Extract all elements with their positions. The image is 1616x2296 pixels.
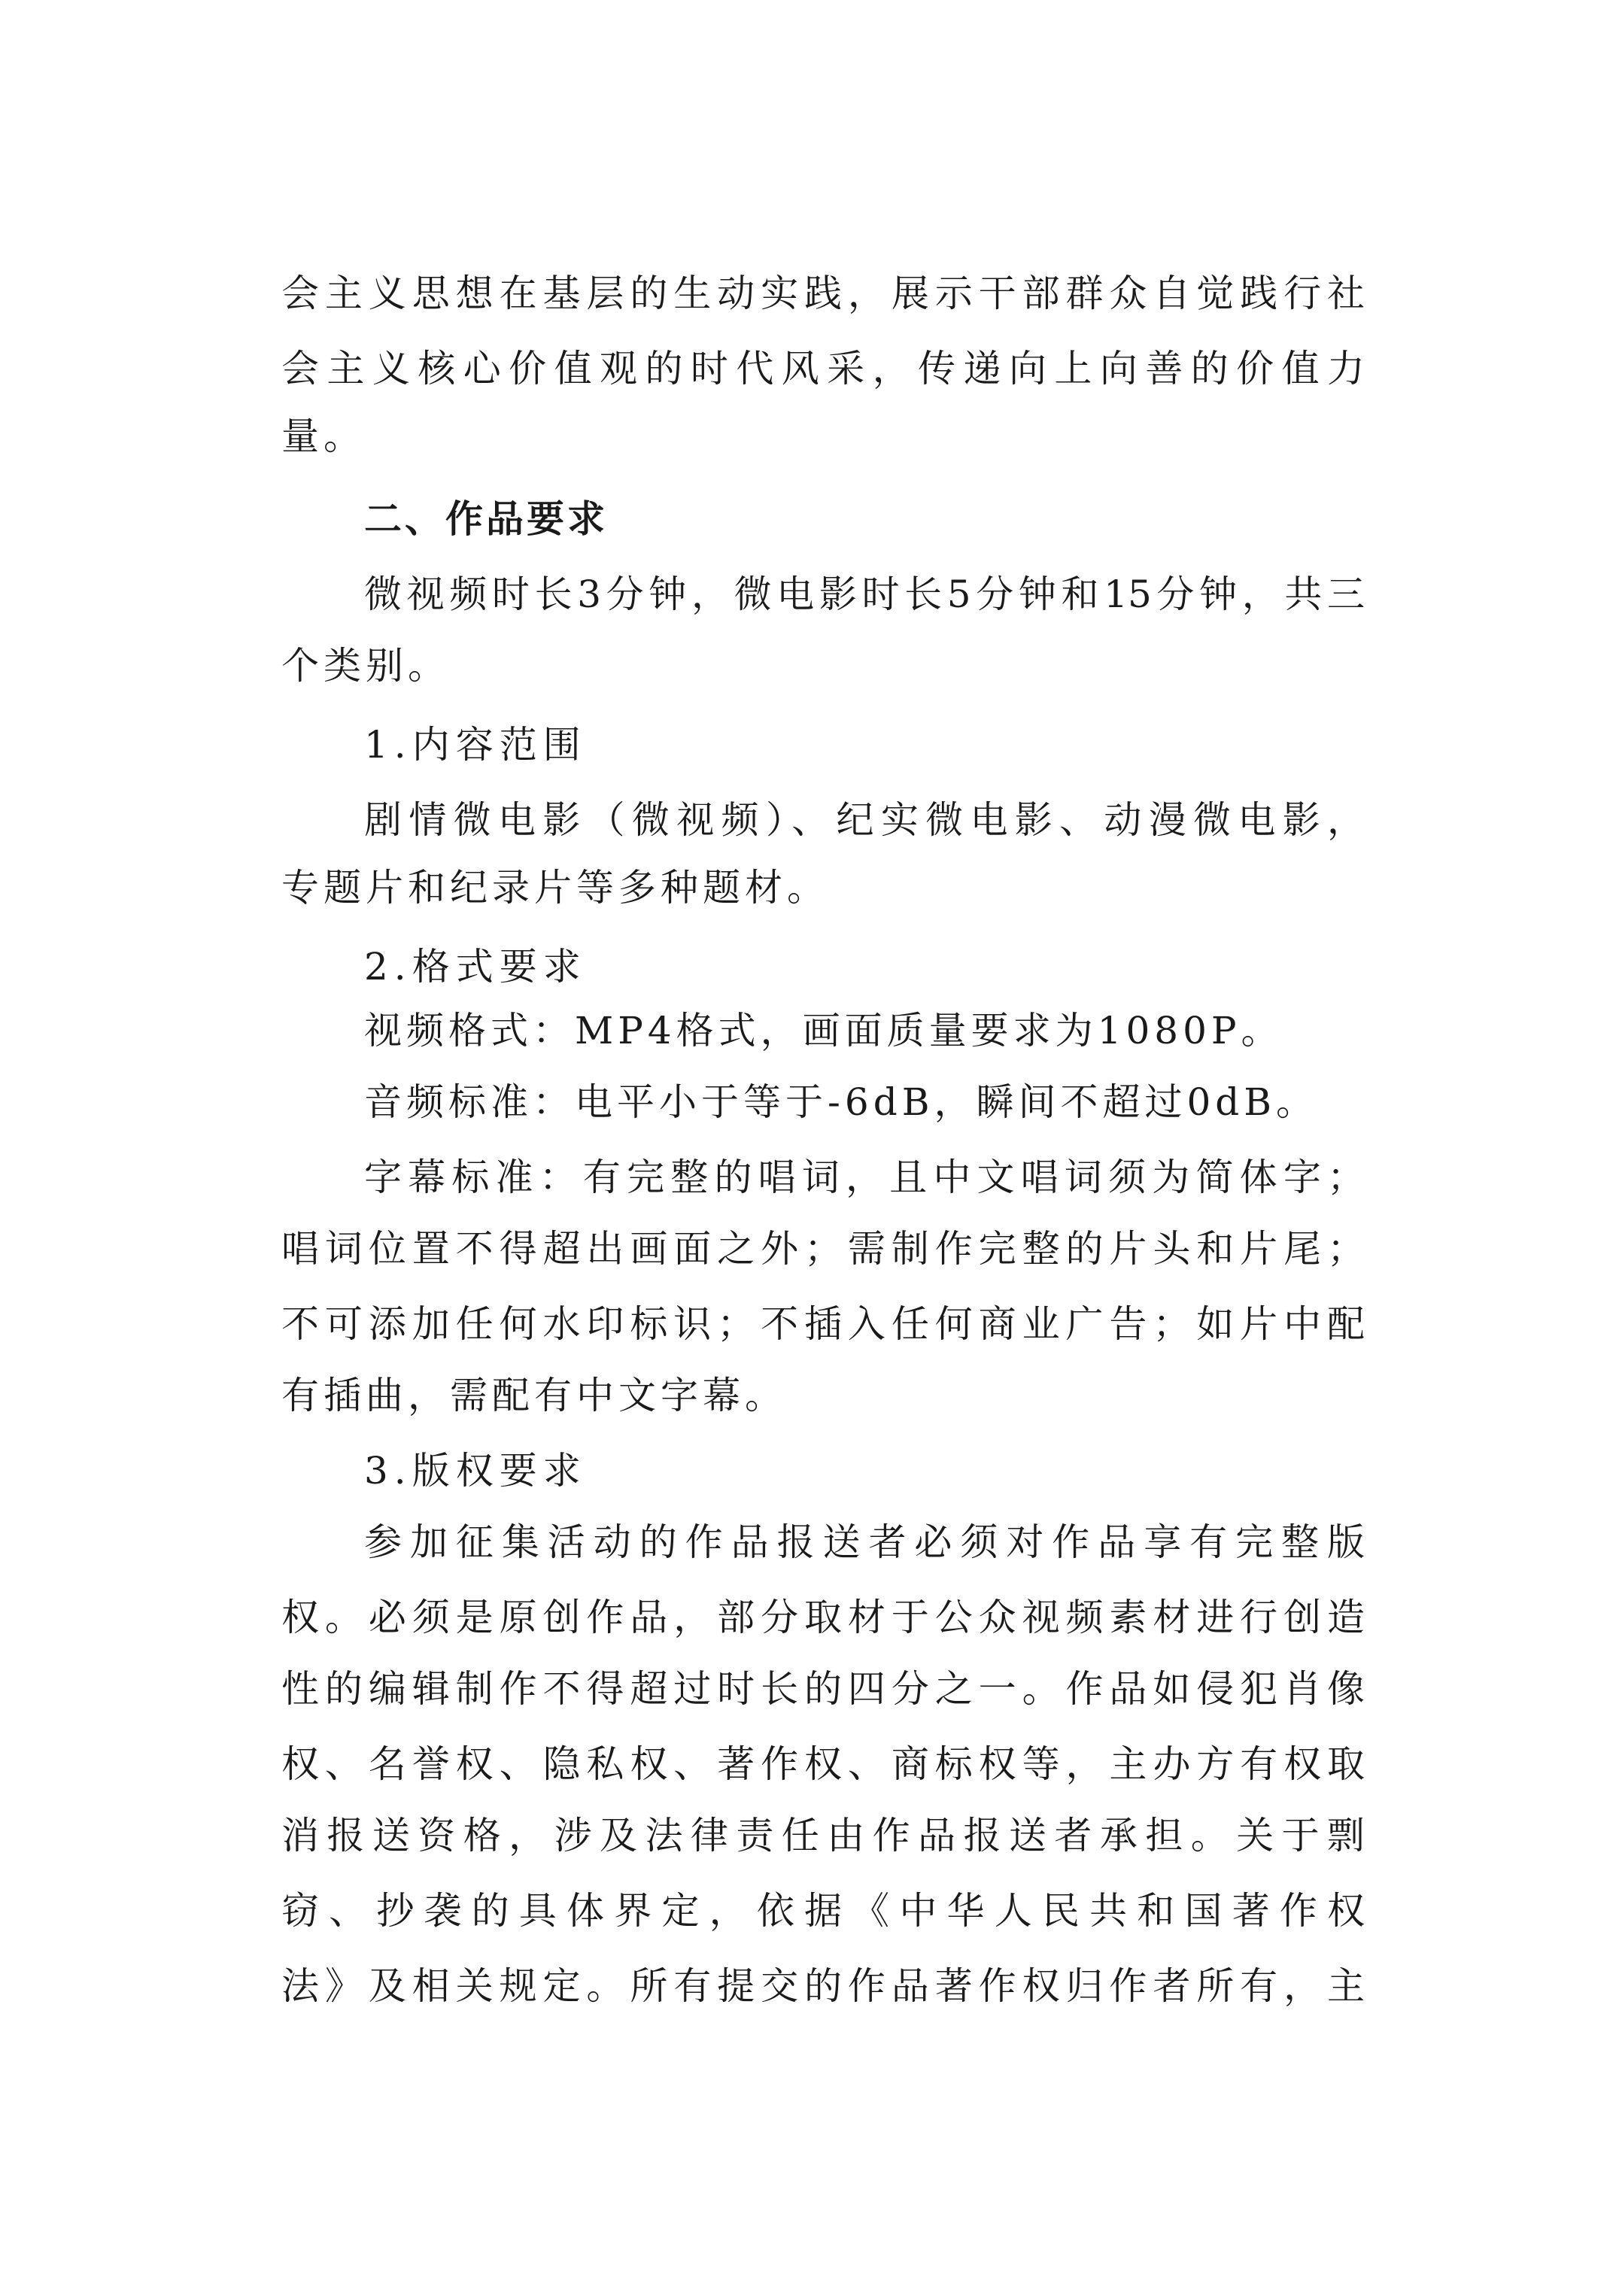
body-line: 会主义核心价值观的时代风采，传递向上向善的价值力 xyxy=(281,347,1365,390)
body-line: 性的编辑制作不得超过时长的四分之一。作品如侵犯肖像 xyxy=(281,1667,1365,1711)
body-line: 不可添加任何水印标识；不插入任何商业广告；如片中配 xyxy=(281,1302,1365,1346)
body-line: 窃、抄袭的具体界定，依据《中华人民共和国著作权 xyxy=(281,1889,1365,1933)
body-line: 唱词位置不得超出画面之外；需制作完整的片头和片尾； xyxy=(281,1227,1365,1271)
subsection-title: 1.内容范围 xyxy=(364,723,587,767)
body-line: 字幕标准：有完整的唱词，且中文唱词须为简体字； xyxy=(364,1156,1365,1199)
body-line: 权。必须是原创作品，部分取材于公众视频素材进行创造 xyxy=(281,1596,1365,1639)
body-line: 权、名誉权、隐私权、著作权、商标权等，主办方有权取 xyxy=(281,1742,1365,1786)
body-line: 消报送资格，涉及法律责任由作品报送者承担。关于剽 xyxy=(281,1814,1365,1857)
audio-standard-line: 音频标准：电平小于等于-6dB，瞬间不超过0dB。 xyxy=(364,1080,1319,1124)
subsection-title: 2.格式要求 xyxy=(364,945,587,989)
body-line: 微视频时长3分钟，微电影时长5分钟和15分钟，共三 xyxy=(364,572,1365,616)
subsection-title: 3.版权要求 xyxy=(364,1449,587,1493)
body-line: 个类别。 xyxy=(281,644,450,688)
video-format-line: 视频格式：MP4格式，画面质量要求为1080P。 xyxy=(364,1009,1283,1052)
body-line: 专题片和纪录片等多种题材。 xyxy=(281,866,829,910)
body-line: 量。 xyxy=(281,415,366,458)
section-heading: 二、作品要求 xyxy=(364,497,608,541)
body-line: 剧情微电影（微视频）、纪实微电影、动漫微电影， xyxy=(364,798,1365,842)
body-line: 会主义思想在基层的生动实践，展示干部群众自觉践行社 xyxy=(281,272,1365,315)
body-line: 法》及相关规定。所有提交的作品著作权归作者所有，主 xyxy=(281,1964,1365,2008)
body-line: 参加征集活动的作品报送者必须对作品享有完整版 xyxy=(364,1520,1365,1564)
body-line: 有插曲，需配有中文字幕。 xyxy=(281,1374,787,1417)
